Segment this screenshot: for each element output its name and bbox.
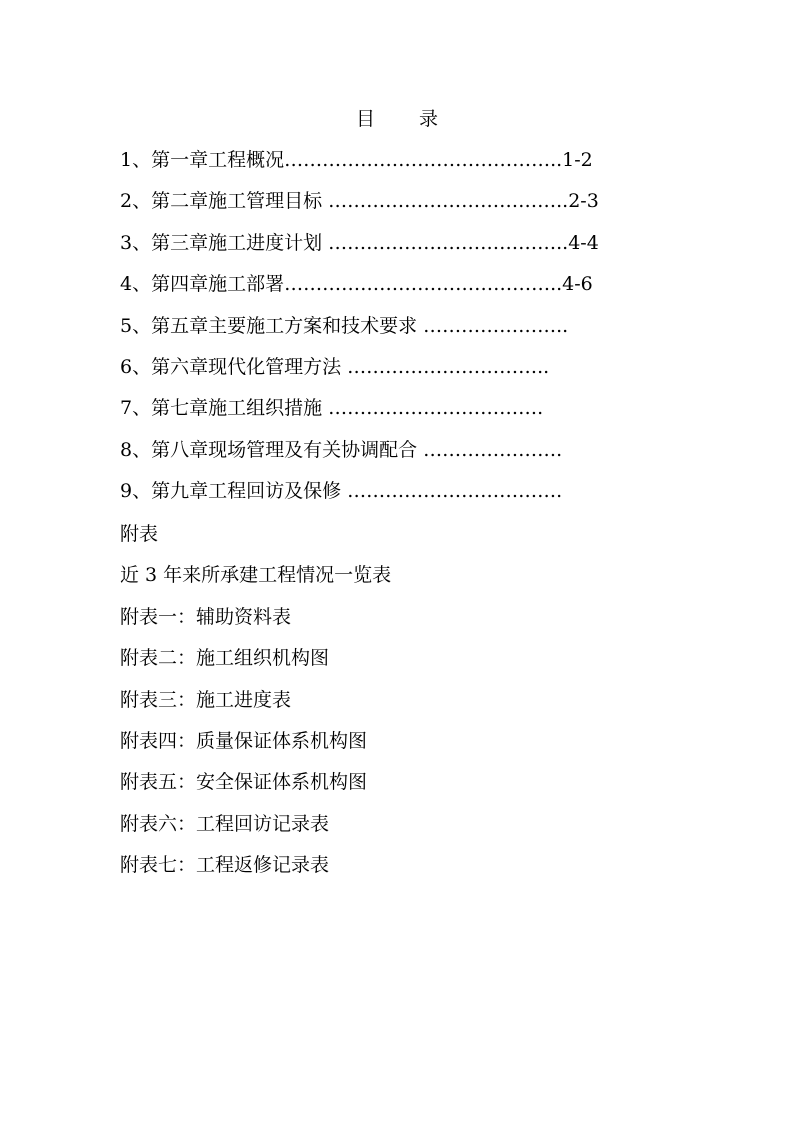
- appendix-entry-6: 附表六：工程回访记录表: [120, 812, 330, 835]
- appendix-entry-3: 附表三：施工进度表: [120, 688, 292, 711]
- toc-entry-7: 7、第七章施工组织措施 …………………………….: [120, 397, 544, 420]
- page-title-right: 录: [419, 108, 439, 130]
- toc-entry-4: 4、第四章施工部署……………………………………..4-6: [120, 273, 593, 296]
- page-title-left: 目: [355, 108, 375, 130]
- toc-entry-3: 3、第三章施工进度计划 ………………………………..4-4: [120, 231, 599, 254]
- appendix-entry-5: 附表五：安全保证体系机构图: [120, 771, 368, 794]
- toc-entry-8: 8、第八章现场管理及有关协调配合 ………………….: [120, 438, 563, 461]
- appendix-heading: 附表: [120, 523, 159, 545]
- appendix-entry-2: 附表二：施工组织机构图: [120, 647, 330, 670]
- page-title: [0, 104, 794, 131]
- toc-list: [120, 146, 640, 519]
- toc-entry-6: 6、第六章现代化管理方法 …………………………..: [120, 355, 550, 378]
- appendix-entry-projects: 近 3 年来所承建工程情况一览表: [120, 564, 392, 587]
- appendix-list: [120, 520, 640, 893]
- toc-entry-5: 5、第五章主要施工方案和技术要求 …………………..: [120, 314, 569, 337]
- appendix-entry-7: 附表七：工程返修记录表: [120, 854, 330, 877]
- appendix-entry-1: 附表一：辅助资料表: [120, 605, 292, 628]
- toc-entry-1: 1、第一章工程概况……………………………………..1-2: [120, 149, 593, 171]
- appendix-entry-4: 附表四：质量保证体系机构图: [120, 729, 368, 752]
- toc-entry-9: 9、第九章工程回访及保修 …………………………….: [120, 480, 563, 503]
- toc-entry-2: 2、第二章施工管理目标 ………………………………..2-3: [120, 190, 599, 213]
